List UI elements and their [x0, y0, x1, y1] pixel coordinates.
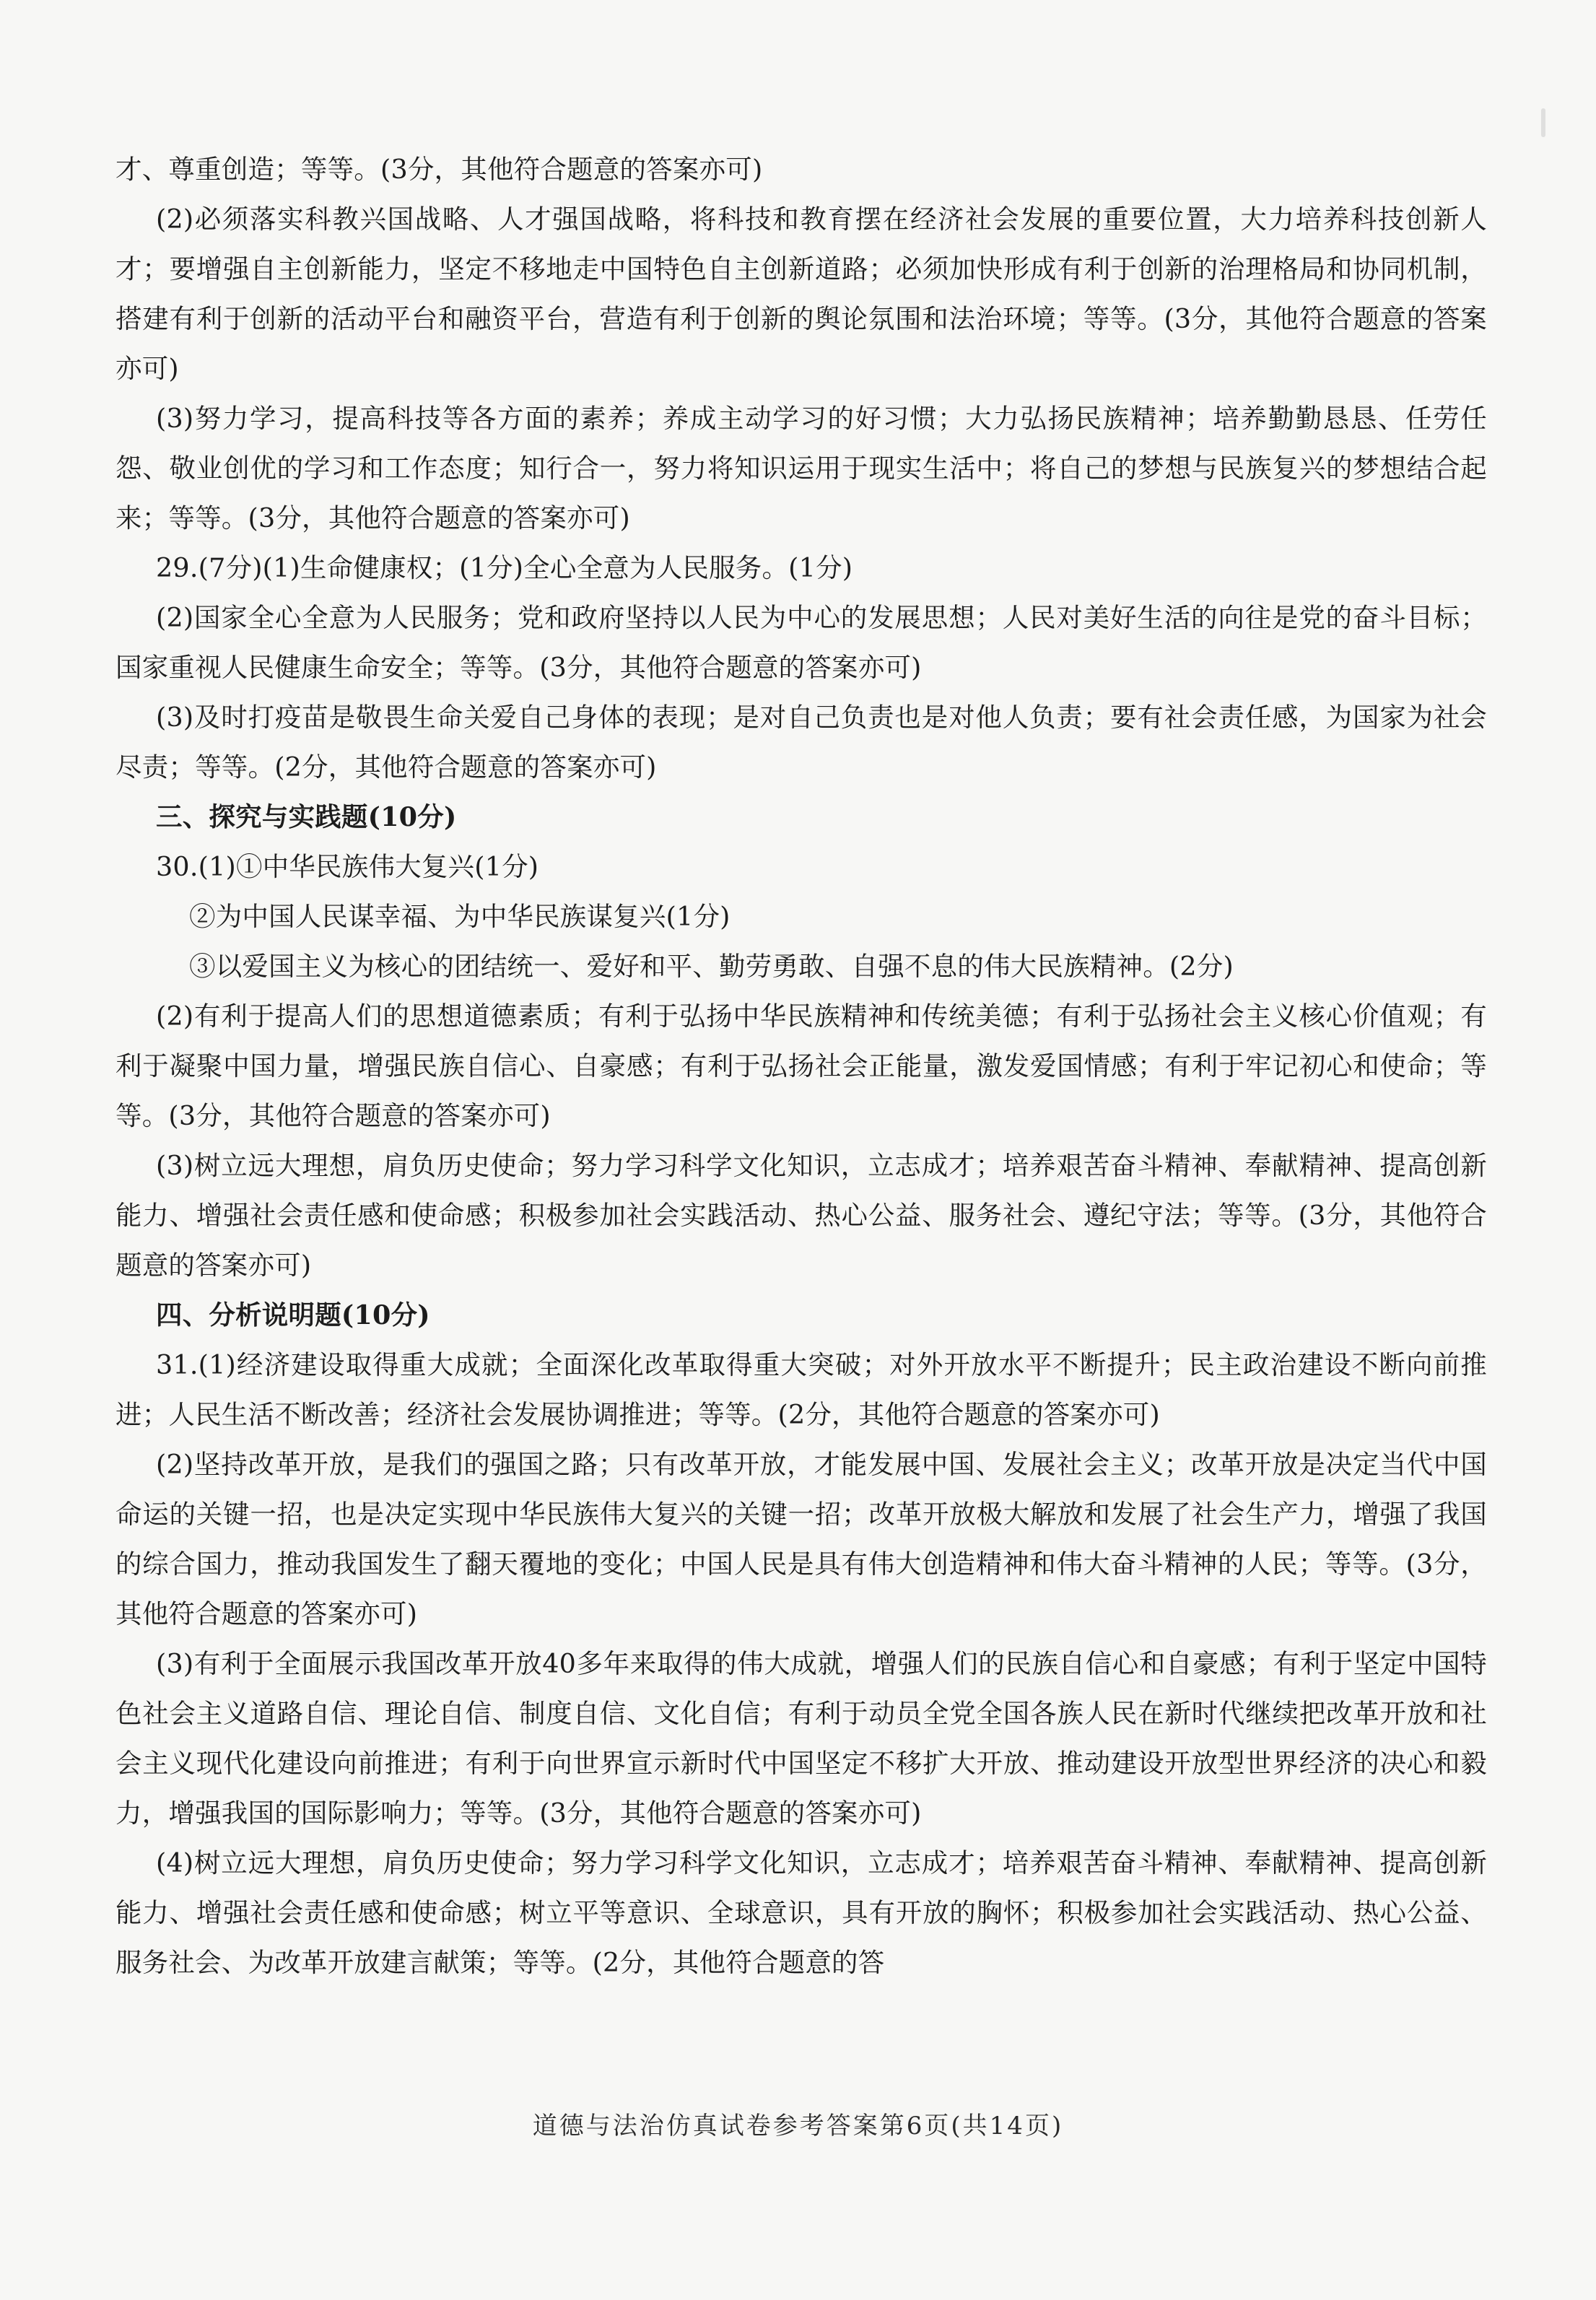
section-heading-4: 四、分析说明题(10分) [156, 1299, 430, 1330]
scan-mark [1541, 108, 1545, 137]
answer-30-1-item-2: ②为中国人民谋幸福、为中华民族谋复兴(1分) [189, 901, 731, 932]
answer-body [115, 144, 1487, 1987]
answer-31-1: 31.(1)经济建设取得重大成就；全面深化改革取得重大突破；对外开放水平不断提升；民主政治建设不断向前推进；人民生活不断改善；经济社会发展协调推进；等等。(2分，其他符合题意的答案亦可) [115, 1349, 1487, 1430]
section-heading-3: 三、探究与实践题(10分) [156, 801, 457, 832]
page-footer: 道德与法治仿真试卷参考答案第6页(共14页) [532, 2112, 1064, 2140]
answer-30-1: 30.(1)①中华民族伟大复兴(1分) [156, 851, 539, 882]
paragraph-continued: 才、尊重创造；等等。(3分，其他符合题意的答案亦可) [115, 154, 763, 185]
answer-30-3: (3)树立远大理想，肩负历史使命；努力学习科学文化知识，立志成才；培养艰苦奋斗精神、奉献精神、提高创新能力、增强社会责任感和使命感；积极参加社会实践活动、热心公益、服务社会、遵纪守法；等等。(3分，其他符合题意的答案亦可) [115, 1150, 1487, 1281]
answer-29-1: 29.(7分)(1)生命健康权；(1分)全心全意为人民服务。(1分) [156, 552, 853, 583]
answer-28-2: (2)必须落实科教兴国战略、人才强国战略，将科技和教育摆在经济社会发展的重要位置，大力培养科技创新人才；要增强自主创新能力，坚定不移地走中国特色自主创新道路；必须加快形成有利于创新的治理格局和协同机制，搭建有利于创新的活动平台和融资平台，营造有利于创新的舆论氛围和法治环境；等等。(3分，其他符合题意的答案亦可) [115, 204, 1487, 384]
answer-28-3: (3)努力学习，提高科技等各方面的素养；养成主动学习的好习惯；大力弘扬民族精神；培养勤勤恳恳、任劳任怨、敬业创优的学习和工作态度；知行合一，努力将知识运用于现实生活中；将自己的梦想与民族复兴的梦想结合起来；等等。(3分，其他符合题意的答案亦可) [115, 403, 1487, 533]
answer-31-3: (3)有利于全面展示我国改革开放40多年来取得的伟大成就，增强人们的民族自信心和自豪感；有利于坚定中国特色社会主义道路自信、理论自信、制度自信、文化自信；有利于动员全党全国各族人民在新时代继续把改革开放和社会主义现代化建设向前推进；有利于向世界宣示新时代中国坚定不移扩大开放、推动建设开放型世界经济的决心和毅力，增强我国的国际影响力；等等。(3分，其他符合题意的答案亦可) [115, 1648, 1487, 1829]
answer-30-2: (2)有利于提高人们的思想道德素质；有利于弘扬中华民族精神和传统美德；有利于弘扬社会主义核心价值观；有利于凝聚中国力量，增强民族自信心、自豪感；有利于弘扬社会正能量，激发爱国情感；有利于牢记初心和使命；等等。(3分，其他符合题意的答案亦可) [115, 1001, 1487, 1131]
answer-30-1-item-3: ③以爱国主义为核心的团结统一、爱好和平、勤劳勇敢、自强不息的伟大民族精神。(2分) [189, 951, 1234, 982]
answer-31-4: (4)树立远大理想，肩负历史使命；努力学习科学文化知识，立志成才；培养艰苦奋斗精神、奉献精神、提高创新能力、增强社会责任感和使命感；树立平等意识、全球意识，具有开放的胸怀；积极参加社会实践活动、热心公益、服务社会、为改革开放建言献策；等等。(2分，其他符合题意的答 [115, 1847, 1487, 1978]
answer-31-2: (2)坚持改革开放，是我们的强国之路；只有改革开放，才能发展中国、发展社会主义；改革开放是决定当代中国命运的关键一招，也是决定实现中华民族伟大复兴的关键一招；改革开放极大解放和发展了社会生产力，增强了我国的综合国力，推动我国发生了翻天覆地的变化；中国人民是具有伟大创造精神和伟大奋斗精神的人民；等等。(3分，其他符合题意的答案亦可) [115, 1449, 1487, 1629]
answer-29-3: (3)及时打疫苗是敬畏生命关爱自己身体的表现；是对自己负责也是对他人负责；要有社会责任感，为国家为社会尽责；等等。(2分，其他符合题意的答案亦可) [115, 702, 1487, 783]
answer-29-2: (2)国家全心全意为人民服务；党和政府坚持以人民为中心的发展思想；人民对美好生活的向往是党的奋斗目标；国家重视人民健康生命安全；等等。(3分，其他符合题意的答案亦可) [115, 602, 1487, 683]
